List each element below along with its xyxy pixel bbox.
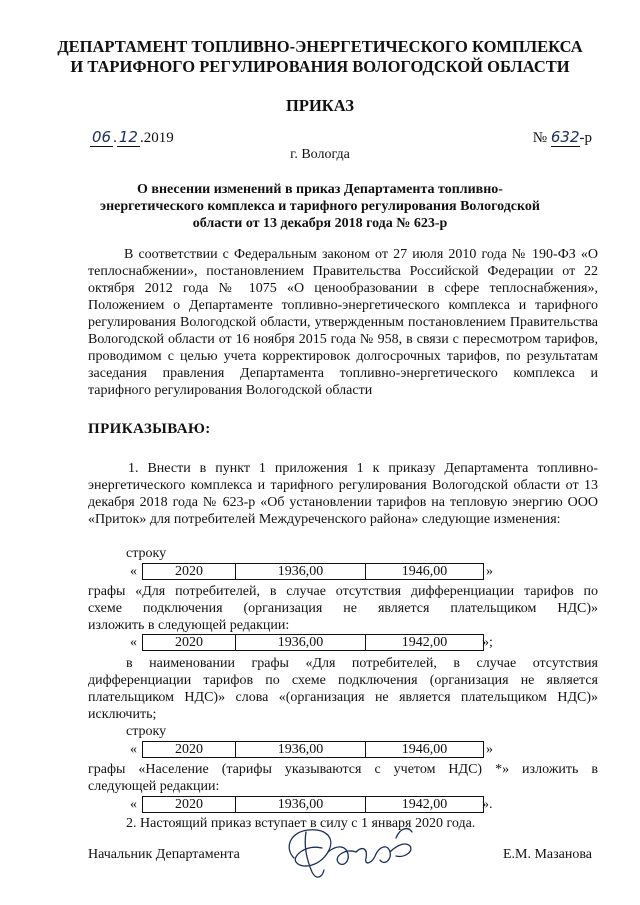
item-2-paragraph: 2. Настоящий приказ вступает в силу с 1 января 2020 года. bbox=[126, 816, 476, 831]
table-row bbox=[143, 742, 484, 758]
open-quote: « bbox=[130, 564, 137, 579]
rename-line-3: плательщиком НДС)» слова «(организация не является плательщиком НДС)» bbox=[88, 690, 598, 705]
close-quote: » bbox=[486, 564, 493, 579]
table-row bbox=[143, 564, 484, 580]
city: г. Вологда bbox=[290, 147, 350, 162]
tariff-row-old-2 bbox=[142, 741, 484, 758]
department-line-1: ДЕПАРТАМЕНТ ТОПЛИВНО-ЭНЕРГЕТИЧЕСКОГО КОМПЛЕКСА bbox=[57, 37, 583, 56]
tariff-row-old-1 bbox=[142, 563, 484, 580]
tariff-row-new-1 bbox=[142, 634, 484, 651]
year-cell: 2020 bbox=[143, 635, 236, 651]
subject-line-2: энергетического комплекса и тарифного регулирования Вологодской bbox=[100, 199, 540, 214]
value-cell-2: 1946,00 bbox=[366, 742, 484, 758]
number-suffix: -р bbox=[579, 130, 592, 146]
subject-line-3: области от 13 декабря 2018 года № 623-р bbox=[192, 216, 448, 231]
open-quote: « bbox=[130, 635, 137, 650]
close-quote: » bbox=[486, 742, 493, 757]
number-prefix: № bbox=[532, 130, 548, 146]
order-date: 06 . 12 .2019 bbox=[92, 128, 174, 146]
rename-line-1: в наименовании графы «Для потребителей, в случае отсутствия bbox=[126, 656, 598, 671]
open-quote: « bbox=[130, 742, 137, 757]
row-label-2: строку bbox=[126, 724, 167, 739]
value-cell-1: 1936,00 bbox=[236, 635, 366, 651]
item-1-paragraph: 1. Внести в пункт 1 приложения 1 к приказу Департамента топливно-энергетического комплекса и тарифного регулирования Вологодской области от 13 декабря 2018 года № 623-р «Об установлении тарифов на тепловую энергию ООО «Приток» для потребителей Междуреченского района» следующие изменения: bbox=[88, 461, 598, 527]
preamble-paragraph: В соответствии с Федеральным законом от 27 июля 2010 года № 190-ФЗ «О теплоснабжении», постановлением Правительства Российской Федерации от 22 октября 2012 года № 1075 «О ценообразовании в сфере теплоснабжения», Положением о Департаменте топливно-энергетического комплекса и тарифного регулирования Вологодской области, утвержденным постановлением Правительства Вологодской области от 16 ноября 2015 года № 958, в связи с пересмотром тарифов, проводимом с целью учета корректировок долгосрочных тарифов, по результатам заседания правления Департамента топливно-энергетического комплекса и тарифного регулирования Вологодской области bbox=[88, 247, 598, 398]
rename-line-4: исключить; bbox=[88, 707, 157, 722]
column-2-line-1: графы «Население (тарифы указываются с учетом НДС) *» изложить в bbox=[88, 762, 598, 777]
document-type: ПРИКАЗ bbox=[286, 96, 354, 115]
value-cell-1: 1936,00 bbox=[236, 564, 366, 580]
order-word: ПРИКАЗЫВАЮ: bbox=[88, 421, 211, 437]
handwritten-signature bbox=[276, 818, 426, 886]
year-cell: 2020 bbox=[143, 797, 236, 813]
department-name bbox=[0, 37, 640, 77]
date-year: 2019 bbox=[143, 130, 174, 146]
number-handwritten: 632 bbox=[550, 128, 580, 146]
table-row bbox=[143, 635, 484, 651]
year-cell: 2020 bbox=[143, 742, 236, 758]
order-number bbox=[533, 128, 592, 147]
value-cell-1: 1936,00 bbox=[236, 797, 366, 813]
signatory-name: Е.М. Мазанова bbox=[502, 847, 592, 862]
value-cell-2: 1946,00 bbox=[366, 564, 484, 580]
rename-line-2: дифференциации тарифов по схеме подключения (организация не является bbox=[88, 673, 598, 688]
order-subject bbox=[0, 181, 640, 232]
close-quote: »; bbox=[482, 635, 493, 650]
open-quote: « bbox=[130, 797, 137, 812]
value-cell-1: 1936,00 bbox=[236, 742, 366, 758]
subject-line-1: О внесении изменений в приказ Департамента топливно- bbox=[137, 182, 503, 197]
table-row bbox=[143, 797, 484, 813]
year-cell: 2020 bbox=[143, 564, 236, 580]
row-label-1: строку bbox=[126, 546, 167, 561]
value-cell-2: 1942,00 bbox=[366, 635, 484, 651]
close-quote: ». bbox=[482, 797, 493, 812]
column-1-line-2: схеме подключения (организация не является плательщиком НДС)» bbox=[88, 601, 598, 616]
value-cell-2: 1942,00 bbox=[366, 797, 484, 813]
date-day: 06 bbox=[92, 128, 112, 146]
column-1-line-3: изложить в следующей редакции: bbox=[88, 618, 290, 633]
signature-title: Начальник Департамента bbox=[88, 847, 240, 862]
tariff-row-new-2 bbox=[142, 796, 484, 813]
date-month: 12 bbox=[118, 128, 138, 146]
column-2-line-2: следующей редакции: bbox=[88, 779, 220, 794]
column-1-line-1: графы «Для потребителей, в случае отсутствия дифференциации тарифов по bbox=[88, 584, 598, 599]
department-line-2: И ТАРИФНОГО РЕГУЛИРОВАНИЯ ВОЛОГОДСКОЙ ОБЛАСТИ bbox=[70, 57, 570, 76]
